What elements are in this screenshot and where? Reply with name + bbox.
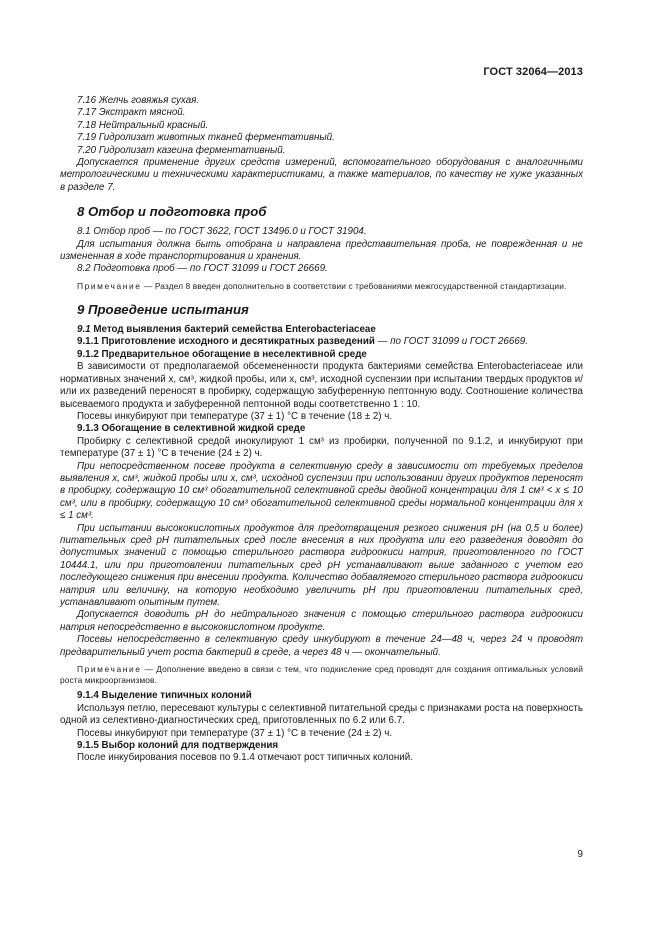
paragraph-8-1-text: Для испытания должна быть отобрана и направлена представительная проба, не поврежденная и не измененная в ходе транспортирования и хранения. bbox=[60, 238, 583, 263]
paragraph-9-1-3-e: Посевы непосредственно в селективную среду инкубируют в течение 24—48 ч, через 24 ч проводят предварительный учет роста бактерий в среде, а через 48 ч — окончательный. bbox=[60, 634, 583, 658]
permit-paragraph: Допускается применение других средств измерений, вспомогательного оборудования с аналогичными метрологическими и техническими характеристиками, а также материалов, по качеству не хуже указанных в разделе 7. bbox=[60, 157, 583, 193]
paragraph-9-1-3-c: При испытании высококислотных продуктов для предотвращения резкого снижения pH (на 0,5 и более) питательных сред pH питательных сред после внесения в них продукта или его разведения доводят до допустимых значений с помощью стерильного раствора гидроокиси натрия, приготовленного по ГОСТ 10444.1, или при приготовлении питательных сред pH устанавливают выше заданного с учетом его последующего снижения при внесении продукта. Количество добавляемого стерильного раствора гидроокиси натрия или величину, на которую необходимо увеличить pH при приготовлении питательных сред, устанавливают опытным путем. bbox=[60, 522, 583, 609]
heading-9-1: 9.1 Метод выявления бактерий семейства Enterobacteriaceae bbox=[77, 324, 376, 336]
paragraph-9-1-3-b: При непосредственном посеве продукта в селективную среду в зависимости от требуемых пределов выявления x, см³, жидкой пробы или x, см³, исходной суспензии при использовании других продуктов переносят в пробирку, содержащую 10 см³ обогатительной селективной среды двойной концентрации для 1 см³ < x ≤ 10 см³, или в пробирку, содержащую 10 см³ обогатительной селективной среды нормальной концентрации для x ≤ 1 см³. bbox=[60, 460, 583, 522]
document-code: ГОСТ 32064—2013 bbox=[483, 66, 583, 78]
paragraph-8-1: 8.1 Отбор проб — по ГОСТ 3622, ГОСТ 13496.0 и ГОСТ 31904. bbox=[77, 226, 367, 238]
list-item: 7.18 Нейтральный красный. bbox=[77, 119, 209, 131]
heading-9-1-2: 9.1.2 Предварительное обогащение в неселективной среде bbox=[77, 348, 367, 360]
heading-9-1-3: 9.1.3 Обогащение в селективной жидкой среде bbox=[77, 423, 306, 435]
paragraph-9-1-2-incubation: Посевы инкубируют при температуре (37 ± 1) °С в течение (18 ± 2) ч. bbox=[77, 410, 393, 422]
paragraph-9-1-4-incubation: Посевы инкубируют при температуре (37 ± 1) °С в течение (24 ± 2) ч. bbox=[77, 727, 393, 739]
paragraph-9-1-3-a: Пробирку с селективной средой инокулируют 1 см³ из пробирки, полученной по 9.1.2, и инкубируют при температуре (37 ± 1) °С в течение (24 ± 2) ч. bbox=[60, 435, 583, 460]
paragraph-9-1-4: Используя петлю, пересевают культуры с селективной питательной среды с признаками роста на поверхность одной из селективно-диагностических сред, приготовленных по 6.2 или 6.7. bbox=[60, 702, 583, 727]
heading-9-1-5: 9.1.5 Выбор колоний для подтверждения bbox=[77, 740, 279, 752]
list-item: 7.20 Гидролизат казеина ферментативный. bbox=[77, 144, 286, 156]
page-content bbox=[60, 95, 583, 765]
note-section-8: Примечание — Раздел 8 введен дополнительно в соответствии с требованиями межгосударственной стандартизации. bbox=[77, 280, 567, 291]
list-item: 7.17 Экстракт мясной. bbox=[77, 107, 186, 119]
paragraph-9-1-5: После инкубирования посевов по 9.1.4 отмечают рост типичных колоний. bbox=[77, 752, 413, 764]
section-9-title: 9 Проведение испытания bbox=[77, 302, 249, 318]
note-section-9: Примечание — Дополнение введено в связи с тем, что подкисление сред проводят для создания оптимальных условий роста микроорганизмов. bbox=[60, 664, 583, 686]
paragraph-9-1-2: В зависимости от предполагаемой обсемененности продукта бактериями семейства Enterobacteriaceae или нормативных значений x, см³, жидкой пробы, или x, см³, исходной суспензии при испытании твердых продуктов и/или их разведений переносят в пробирку, содержащую забуференную пептонную воду. Соотношение количества высеваемого продукта и забуференной пептонной воды соответственно 1 : 10. bbox=[60, 361, 583, 410]
section-8-title: 8 Отбор и подготовка проб bbox=[77, 204, 267, 220]
paragraph-9-1-3-d: Допускается доводить pH до нейтрального значения с помощью стерильного раствора гидроокиси натрия непосредственно в высококислотном продукте. bbox=[60, 609, 583, 633]
paragraph-8-2: 8.2 Подготовка проб — по ГОСТ 31099 и ГОСТ 26669. bbox=[77, 263, 328, 275]
heading-9-1-4: 9.1.4 Выделение типичных колоний bbox=[77, 690, 252, 702]
heading-9-1-1: 9.1.1 Приготовление исходного и десятикратных разведений — по ГОСТ 31099 и ГОСТ 26669. bbox=[77, 336, 528, 348]
list-item: 7.16 Желчь говяжья сухая. bbox=[77, 95, 200, 106]
list-item: 7.19 Гидролизат животных тканей ферментативный. bbox=[77, 132, 335, 144]
page-number: 9 bbox=[577, 849, 583, 860]
